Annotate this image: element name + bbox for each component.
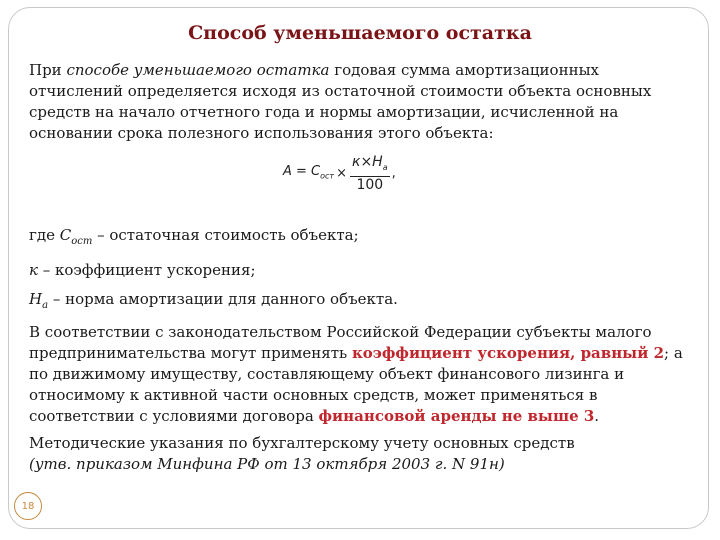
formula-lhs-text: A = C <box>283 164 321 180</box>
definition-symbol-sub: ост <box>71 236 93 247</box>
law-text-3: . <box>594 407 600 425</box>
formula-lhs-sub: ост <box>320 171 335 181</box>
definition-symbol-text: C <box>59 226 72 244</box>
definition-lead: где <box>29 226 60 244</box>
formula-tail: , <box>391 166 396 182</box>
formula-numerator-sub: а <box>382 162 388 172</box>
definition-text: – норма амортизации для данного объекта. <box>48 290 398 308</box>
definition-symbol <box>59 226 93 247</box>
formula-area <box>29 144 684 222</box>
slide-title: Способ уменьшаемого остатка <box>188 22 532 44</box>
intro-rest: годовая сумма амортизационных отчислений определяется исходя из остаточной стоимости объекта основных средств на начало отчетного года и нормы амортизации, исчисленной на основании срока полезного использования этого объекта: <box>29 61 652 142</box>
intro-paragraph <box>29 60 684 144</box>
definition-text: – коэффициент ускорения; <box>37 261 256 279</box>
law-highlight-lease: финансовой аренды не выше 3 <box>318 407 595 425</box>
formula-denominator: 100 <box>356 176 384 193</box>
reference-line-2: (утв. приказом Минфина РФ от 13 октября 2003 г. N 91н) <box>29 455 505 473</box>
formula-numerator-text: к×Н <box>352 154 383 170</box>
definition-n-a <box>29 286 684 321</box>
definition-symbol <box>29 290 49 311</box>
intro-lead: При <box>29 61 67 79</box>
definition-symbol-text: Н <box>29 290 43 308</box>
formula-lhs <box>283 161 334 187</box>
reference-line-1: Методические указания по бухгалтерскому учету основных средств <box>29 434 575 452</box>
definition-symbol-sub: а <box>42 300 49 311</box>
formula-numerator <box>350 154 390 177</box>
formula-fraction <box>350 154 390 194</box>
depreciation-formula <box>283 154 396 194</box>
law-highlight-coefficient: коэффициент ускорения, равный 2 <box>351 344 665 362</box>
definition-symbol <box>29 261 38 279</box>
law-text-1: В соответствии с законодательством Российской Федерации субъекты малого предпринимательства могут применять <box>29 323 652 362</box>
definition-text: – остаточная стоимость объекта; <box>92 226 359 244</box>
reference-note <box>29 433 684 475</box>
definition-symbol-text: к <box>29 261 38 279</box>
definition-k <box>29 257 684 286</box>
definition-c-ost <box>29 222 684 257</box>
formula-times: × <box>336 166 347 182</box>
intro-term: способе уменьшаемого остатка <box>66 61 330 79</box>
law-paragraph <box>29 322 684 427</box>
law-text-2: ; а по движимому имуществу, составляющему объект финансового лизинга и относимому к активной части основных средств, может применяться в соответствии с условиями договора <box>29 344 683 425</box>
slide-content <box>29 60 684 475</box>
page-number-badge: 18 <box>14 492 42 520</box>
